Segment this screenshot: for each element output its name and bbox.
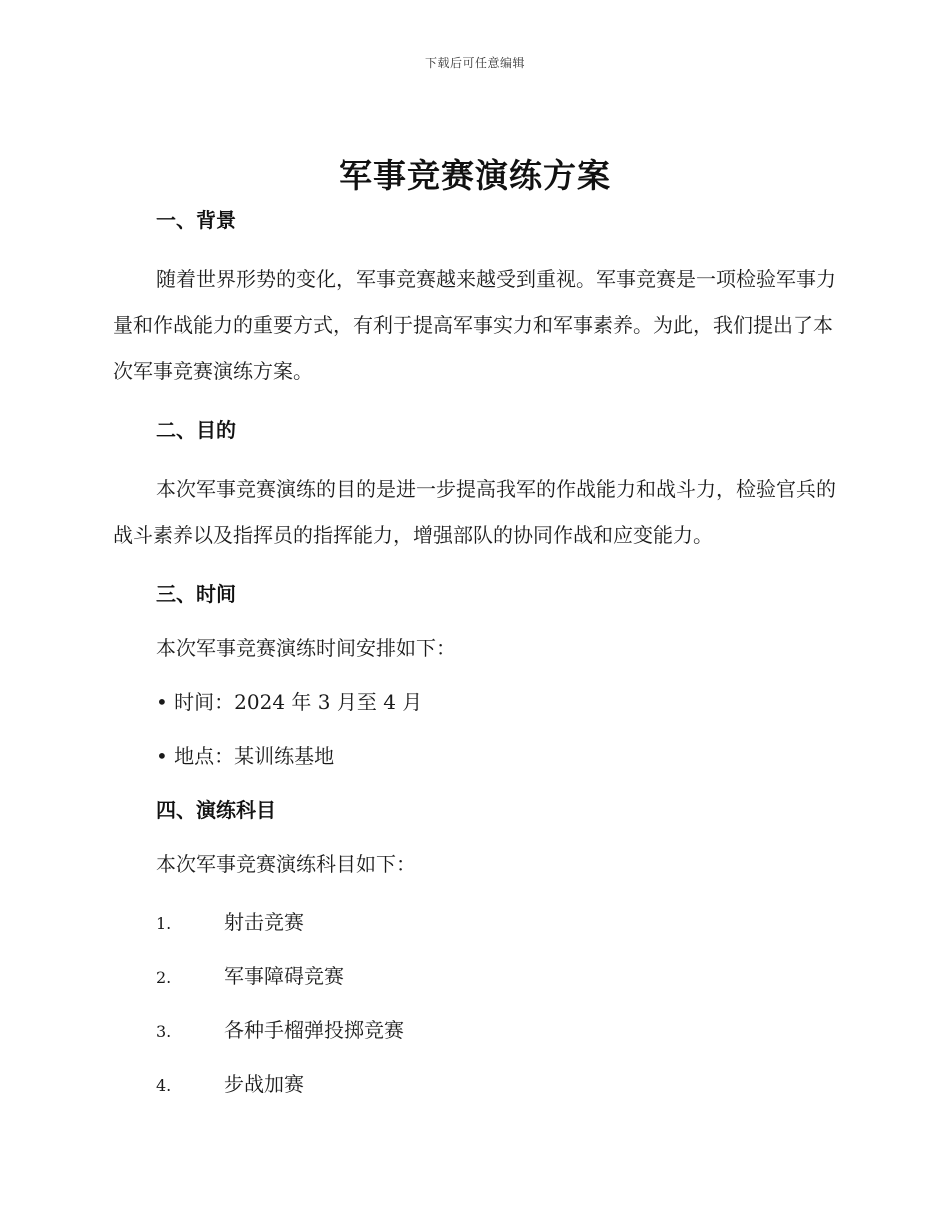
list-item	[113, 958, 837, 994]
list-item: • 时间：2024 年 3 月至 4 月	[156, 690, 423, 714]
list-item-text: 射击竞赛	[224, 910, 304, 934]
section-heading-subjects: 四、演练科目	[156, 798, 276, 822]
section-heading-background: 一、背景	[156, 208, 236, 232]
header-note: 下载后可任意编辑	[424, 56, 525, 70]
document-body	[113, 202, 837, 1102]
list-item-number: 3.	[156, 1022, 172, 1041]
section-paragraph-purpose: 本次军事竞赛演练的目的是进一步提高我军的作战能力和战斗力，检验官兵的战斗素养以及指挥员的指挥能力，增强部队的协同作战和应变能力。	[113, 477, 836, 547]
list-item-text: 各种手榴弹投掷竞赛	[224, 1018, 404, 1042]
subjects-list	[113, 904, 837, 1102]
list-item	[113, 1012, 837, 1048]
subjects-intro: 本次军事竞赛演练科目如下：	[156, 852, 416, 876]
list-item-text: 军事障碍竞赛	[224, 964, 344, 988]
list-item: • 地点：某训练基地	[156, 744, 335, 768]
section-heading-purpose: 二、目的	[156, 418, 236, 442]
list-item-number: 1.	[156, 914, 172, 933]
list-item-text: 步战加赛	[224, 1072, 304, 1096]
list-item	[113, 1066, 837, 1102]
list-item-number: 4.	[156, 1076, 172, 1095]
list-item-number: 2.	[156, 968, 172, 987]
time-intro: 本次军事竞赛演练时间安排如下：	[156, 636, 456, 660]
document-title: 军事竞赛演练方案	[339, 156, 611, 195]
section-heading-time: 三、时间	[156, 582, 236, 606]
list-item	[113, 904, 837, 940]
section-paragraph-background: 随着世界形势的变化，军事竞赛越来越受到重视。军事竞赛是一项检验军事力量和作战能力的重要方式，有利于提高军事实力和军事素养。为此，我们提出了本次军事竞赛演练方案。	[113, 267, 836, 383]
